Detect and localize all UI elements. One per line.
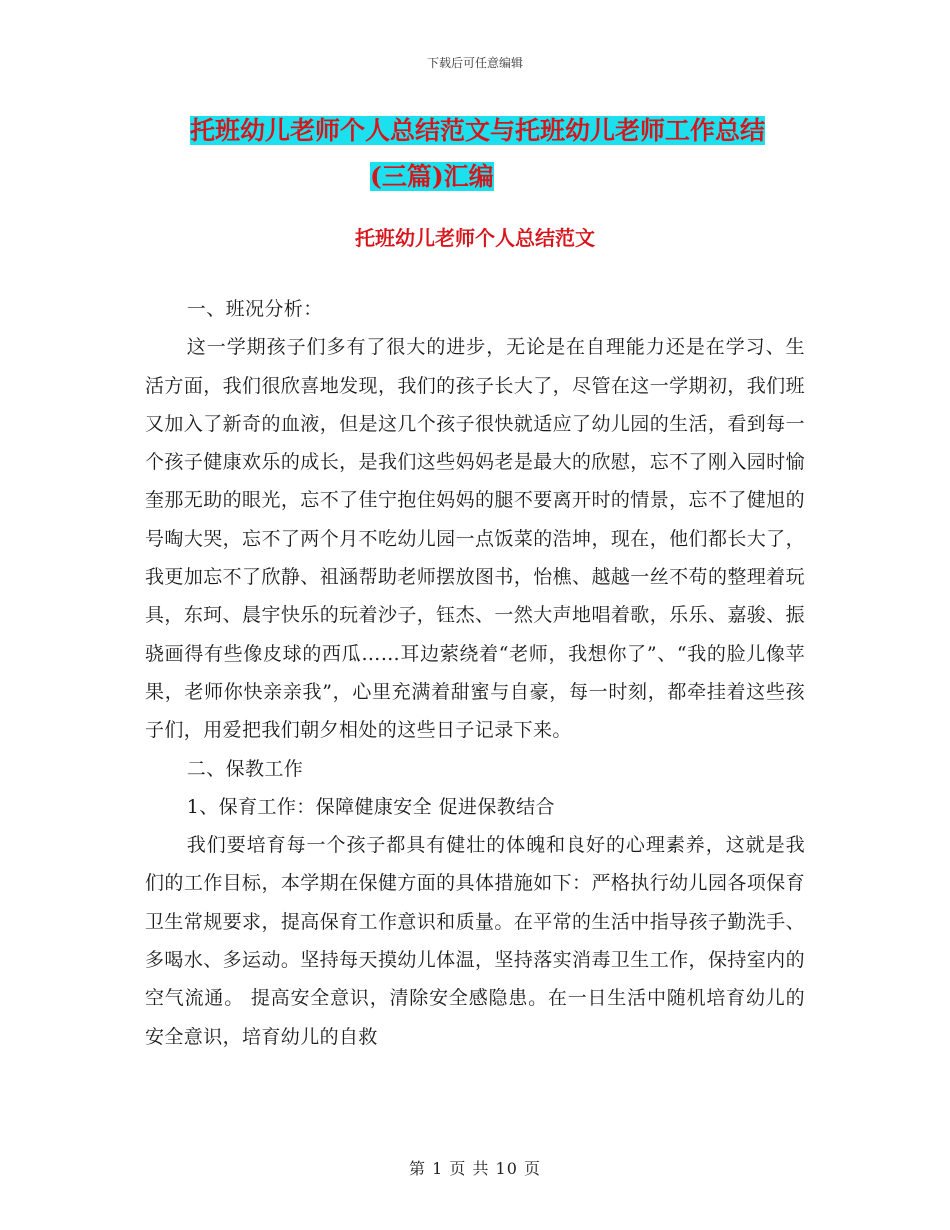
document-title bbox=[190, 108, 810, 200]
heading-care-work: 1、保育工作：保障健康安全 促进保教结合 bbox=[186, 795, 555, 818]
page-number: 第 1 页 共 10 页 bbox=[409, 1159, 541, 1178]
heading-class-analysis: 一、班况分析： bbox=[186, 298, 323, 320]
heading-care-education: 二、保教工作 bbox=[186, 757, 304, 780]
paragraph-care-work: 我们要培育每一个孩子都具有健壮的体魄和良好的心理素养，这就是我们的工作目标，本学期在保健方面的具体措施如下：严格执行幼儿园各项保育卫生常规要求，提高保育工作意识和质量。在平常的生活中指导孩子勤洗手、多喝水、多运动。坚持每天摸幼儿体温，坚持落实消毒卫生工作，保持室内的空气流通。 提高安全意识，清除安全感隐患。在一日生活中随机培育幼儿的安全意识，培育幼儿的自救 bbox=[145, 834, 805, 1048]
paragraph-class-analysis: 这一学期孩子们多有了很大的进步，无论是在自理能力还是在学习、生活方面，我们很欣喜地发现，我们的孩子长大了，尽管在这一学期初，我们班又加入了新奇的血液，但是这几个孩子很快就适应了幼儿园的生活，看到每一个孩子健康欢乐的成长，是我们这些妈妈老是最大的欣慰，忘不了刚入园时愉奎那无助的眼光，忘不了佳宁抱住妈妈的腿不要离开时的情景，忘不了健旭的号啕大哭，忘不了两个月不吃幼儿园一点饭菜的浩坤，现在，他们都长大了，我更加忘不了欣静、祖涵帮助老师摆放图书，怡樵、越越一丝不苟的整理着玩具，东珂、晨宇快乐的玩着沙子，钰杰、一然大声地唱着歌，乐乐、嘉骏、振骁画得有些像皮球的西瓜……耳边萦绕着“老师，我想你了”、“我的脸儿像苹果，老师你快亲亲我”，心里充满着甜蜜与自豪，每一时刻，都牵挂着这些孩子们，用爱把我们朝夕相处的这些日子记录下来。 bbox=[145, 336, 805, 742]
body-text bbox=[145, 290, 805, 1056]
title-line-1: 托班幼儿老师个人总结范文与托班幼儿老师工作总结 bbox=[190, 116, 766, 145]
header-note: 下载后可任意编辑 bbox=[426, 56, 523, 70]
title-line-2: (三篇)汇编 bbox=[370, 162, 494, 191]
section-title: 托班幼儿老师个人总结范文 bbox=[355, 226, 595, 250]
